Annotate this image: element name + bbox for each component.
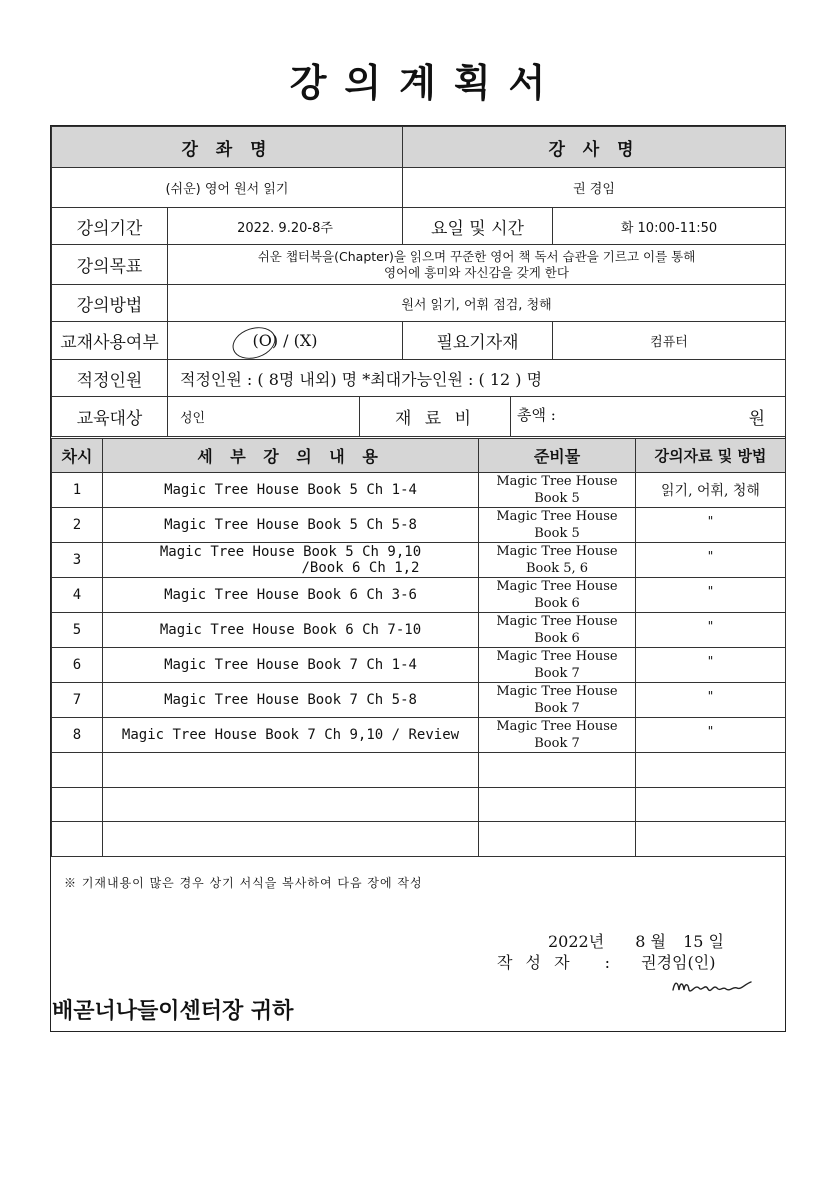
table-row	[52, 473, 786, 508]
total-unit: 원	[748, 409, 765, 429]
fee-label: 재 료 비	[360, 397, 511, 437]
session-number: 8	[52, 718, 103, 753]
session-content	[103, 718, 479, 753]
materials-line-2: Book 6	[534, 596, 580, 611]
materials-line-2: Book 7	[534, 666, 580, 681]
table-row	[52, 718, 786, 753]
textbook-value: (O) / (X)	[168, 322, 403, 360]
materials-line-1: Magic Tree House	[496, 614, 618, 629]
session-materials	[479, 578, 636, 613]
session-materials	[479, 508, 636, 543]
total-label: 총액 :	[517, 406, 556, 424]
materials-line-1: Magic Tree House	[496, 509, 618, 524]
session-content	[103, 473, 479, 508]
session-number: 5	[52, 613, 103, 648]
empty-cell	[479, 822, 636, 857]
schedule-value: 화 10:00-11:50	[553, 208, 786, 245]
table-row	[52, 683, 786, 718]
empty-cell	[636, 753, 786, 788]
session-content	[103, 543, 479, 578]
course-info-table	[51, 126, 786, 437]
col-header-content: 세 부 강 의 내 용	[103, 439, 479, 473]
materials-line-1: Magic Tree House	[496, 649, 618, 664]
session-number: 4	[52, 578, 103, 613]
session-content-line-1: Magic Tree House Book 5 Ch 5-8	[164, 517, 417, 533]
author-colon: :	[604, 953, 611, 972]
session-method: 읽기, 어휘, 청해	[636, 473, 786, 508]
session-table	[51, 438, 786, 857]
equipment-label: 필요기자재	[403, 322, 553, 360]
session-method: "	[636, 508, 786, 543]
capacity-label: 적정인원	[52, 360, 168, 397]
textbook-label: 교재사용여부	[52, 322, 168, 360]
table-row	[52, 648, 786, 683]
instructor-header: 강 사 명	[403, 127, 786, 168]
session-number: 2	[52, 508, 103, 543]
session-number: 7	[52, 683, 103, 718]
goal-label: 강의목표	[52, 245, 168, 285]
signature-image	[669, 974, 755, 1000]
session-materials	[479, 473, 636, 508]
session-content-line-1: Magic Tree House Book 5 Ch 1-4	[164, 482, 417, 498]
materials-line-2: Book 7	[534, 736, 580, 751]
materials-line-1: Magic Tree House	[496, 579, 618, 594]
session-method: "	[636, 648, 786, 683]
empty-row	[52, 787, 786, 822]
course-name-value: (쉬운) 영어 원서 읽기	[52, 168, 403, 208]
materials-line-1: Magic Tree House	[496, 474, 618, 489]
period-label: 강의기간	[52, 208, 168, 245]
author-name: 권경임(인)	[641, 953, 716, 972]
date-line	[548, 929, 724, 952]
materials-line-2: Book 7	[534, 701, 580, 716]
empty-cell	[479, 753, 636, 788]
session-method: "	[636, 543, 786, 578]
session-content-line-1: Magic Tree House Book 5 Ch 9,10	[159, 544, 422, 560]
session-method: "	[636, 578, 786, 613]
author-line	[497, 950, 715, 973]
session-method: "	[636, 613, 786, 648]
schedule-label: 요일 및 시간	[403, 208, 553, 245]
session-method: "	[636, 683, 786, 718]
materials-line-2: Book 6	[534, 631, 580, 646]
session-method: "	[636, 718, 786, 753]
session-number: 3	[52, 543, 103, 578]
table-row	[52, 613, 786, 648]
plan-form	[50, 125, 786, 1032]
instructor-value: 권 경임	[403, 168, 786, 208]
empty-cell	[103, 822, 479, 857]
session-content-line-1: Magic Tree House Book 7 Ch 9,10 / Review	[121, 727, 460, 743]
target-value: 성인	[168, 397, 360, 437]
table-row	[52, 508, 786, 543]
session-content-line-1: Magic Tree House Book 7 Ch 5-8	[164, 692, 417, 708]
empty-cell	[103, 753, 479, 788]
table-row	[52, 578, 786, 613]
materials-line-2: Book 5	[534, 526, 580, 541]
empty-row	[52, 822, 786, 857]
session-content	[103, 613, 479, 648]
session-content	[103, 578, 479, 613]
course-name-header: 강 좌 명	[52, 127, 403, 168]
empty-row	[52, 753, 786, 788]
materials-line-1: Magic Tree House	[496, 719, 618, 734]
col-header-materials: 준비물	[479, 439, 636, 473]
empty-cell	[52, 787, 103, 822]
session-content	[103, 508, 479, 543]
session-materials	[479, 718, 636, 753]
capacity-value: 적정인원 : ( 8명 내외) 명 *최대가능인원 : ( 12 ) 명	[168, 360, 786, 397]
recipient: 배곧너나들이센터장 귀하	[52, 999, 294, 1024]
session-content-line-1: Magic Tree House Book 7 Ch 1-4	[164, 657, 417, 673]
materials-line-2: Book 5	[534, 491, 580, 506]
target-label: 교육대상	[52, 397, 168, 437]
empty-cell	[636, 822, 786, 857]
date-day: 15 일	[683, 932, 725, 951]
session-materials	[479, 648, 636, 683]
empty-cell	[52, 753, 103, 788]
session-number: 1	[52, 473, 103, 508]
session-number: 6	[52, 648, 103, 683]
goal-line-1: 쉬운 챕터북을(Chapter)을 읽으며 꾸준한 영어 책 독서 습관을 기르고 이를 통해	[257, 248, 696, 264]
empty-cell	[636, 787, 786, 822]
author-label: 작 성 자	[497, 953, 574, 972]
empty-cell	[52, 822, 103, 857]
goal-line-2: 영어에 흥미와 자신감을 갖게 한다	[384, 264, 569, 280]
session-content-line-1: Magic Tree House Book 6 Ch 7-10	[159, 622, 422, 638]
session-materials	[479, 543, 636, 578]
session-content	[103, 683, 479, 718]
method-label: 강의방법	[52, 285, 168, 322]
session-content-line-1: Magic Tree House Book 6 Ch 3-6	[164, 587, 417, 603]
table-row	[52, 543, 786, 578]
session-materials	[479, 613, 636, 648]
empty-cell	[103, 787, 479, 822]
session-content	[103, 648, 479, 683]
goal-value	[168, 245, 786, 285]
session-content-line-2: /Book 6 Ch 1,2	[301, 560, 420, 576]
fee-total	[511, 397, 786, 437]
equipment-value: 컴퓨터	[553, 322, 786, 360]
session-rows	[52, 473, 786, 857]
date-month: 8 월	[635, 932, 667, 951]
materials-line-2: Book 5, 6	[525, 561, 589, 576]
session-materials	[479, 683, 636, 718]
empty-cell	[479, 787, 636, 822]
col-header-session: 차시	[52, 439, 103, 473]
col-header-method: 강의자료 및 방법	[636, 439, 786, 473]
date-year: 2022년	[548, 932, 605, 951]
method-value: 원서 읽기, 어휘 점검, 청해	[168, 285, 786, 322]
materials-line-1: Magic Tree House	[496, 684, 618, 699]
footnote: ※ 기재내용이 많은 경우 상기 서식을 복사하여 다음 장에 작성	[64, 876, 423, 890]
period-value: 2022. 9.20-8주	[168, 208, 403, 245]
materials-line-1: Magic Tree House	[496, 544, 618, 559]
page-title: 강의계획서	[289, 61, 564, 105]
